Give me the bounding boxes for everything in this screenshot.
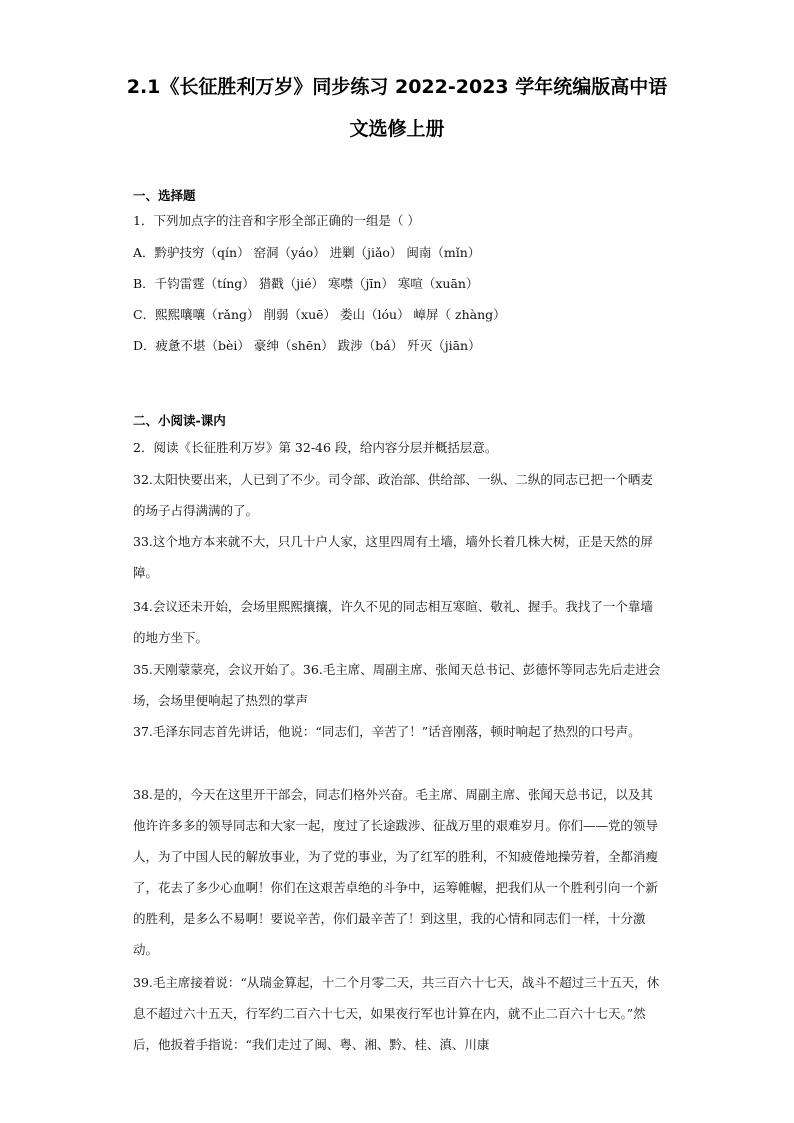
question-2: 2．阅读《长征胜利万岁》第 32-46 段，给内容分层并概括层意。 (133, 440, 498, 455)
option-c: C．熙熙嚷嚷（rǎng） 削弱（xuē） 娄山（lóu） 嶂屏（ zhàng） (133, 307, 506, 322)
paragraph-35-36: 35.天刚蒙蒙亮，会议开始了。36.毛主席、周副主席、张闻天总书记、彭德怀等同志先后走进会场，会场里便响起了热烈的掌声 (133, 662, 661, 708)
paragraph-38: 38.是的，今天在这里开干部会，同志们格外兴奋。毛主席、周副主席、张闻天总书记，以及其他许许多多的领导同志和大家一起，度过了长途跋涉、征战万里的艰难岁月。你们——党的领导人，为了中国人民的解放事业，为了党的事业，为了红军的胜利，不知疲倦地操劳着，全都消瘦了，花去了多少心血啊！你们在这艰苦卓绝的斗争中，运筹帷幄，把我们从一个胜利引向一个新的胜利，是多么不易啊！要说辛苦，你们最辛苦了！到这里，我的心情和同志们一样，十分激动。 (133, 787, 659, 957)
document-title-line1: 2.1《长征胜利万岁》同步练习 2022-2023 学年统编版高中语 (126, 76, 668, 98)
section2-heading: 二、小阅读-课内 (133, 413, 226, 428)
paragraph-34: 34.会议还未开始，会场里熙熙攘攘，许久不见的同志相互寒暄、敬礼、握手。我找了一个靠墙的地方坐下。 (133, 599, 653, 645)
option-a: A．黔驴技穷（qín） 窑洞（yáo） 进剿（jiǎo） 闽南（mǐn） (133, 245, 481, 260)
paragraph-33: 33.这个地方本来就不大，只几十户人家，这里四周有土墙，墙外长着几株大树，正是天然的屏障。 (133, 534, 653, 580)
section1-heading: 一、选择题 (133, 188, 196, 203)
paragraph-37: 37.毛泽东同志首先讲话，他说：“同志们，辛苦了！”话音刚落，顿时响起了热烈的口号声。 (133, 724, 641, 739)
document-title-line2: 文选修上册 (349, 118, 445, 140)
paragraph-32: 32.太阳快要出来，人已到了不少。司令部、政治部、供给部、一纵、二纵的同志已把一个晒麦的场子占得满满的了。 (133, 472, 653, 518)
paragraph-39: 39.毛主席接着说：“从瑞金算起，十二个月零二天，共三百六十七天，战斗不超过三十五天，休息不超过六十五天，行军约二百六十七天，如果夜行军也计算在内，就不止二百六十七天。”然后，他扳着手指说：“我们走过了闽、粤、湘、黔、桂、滇、川康 (133, 975, 660, 1052)
option-d: D．疲惫不堪（bèi） 豪绅（shēn） 跋涉（bá） 歼灭（jiān） (133, 338, 481, 353)
question-1: 1．下列加点字的注音和字形全部正确的一组是（ ） (133, 213, 420, 228)
option-b: B．千钧雷霆（tíng） 猎戳（jié） 寒噤（jīn） 寒喧（xuān） (133, 276, 479, 291)
